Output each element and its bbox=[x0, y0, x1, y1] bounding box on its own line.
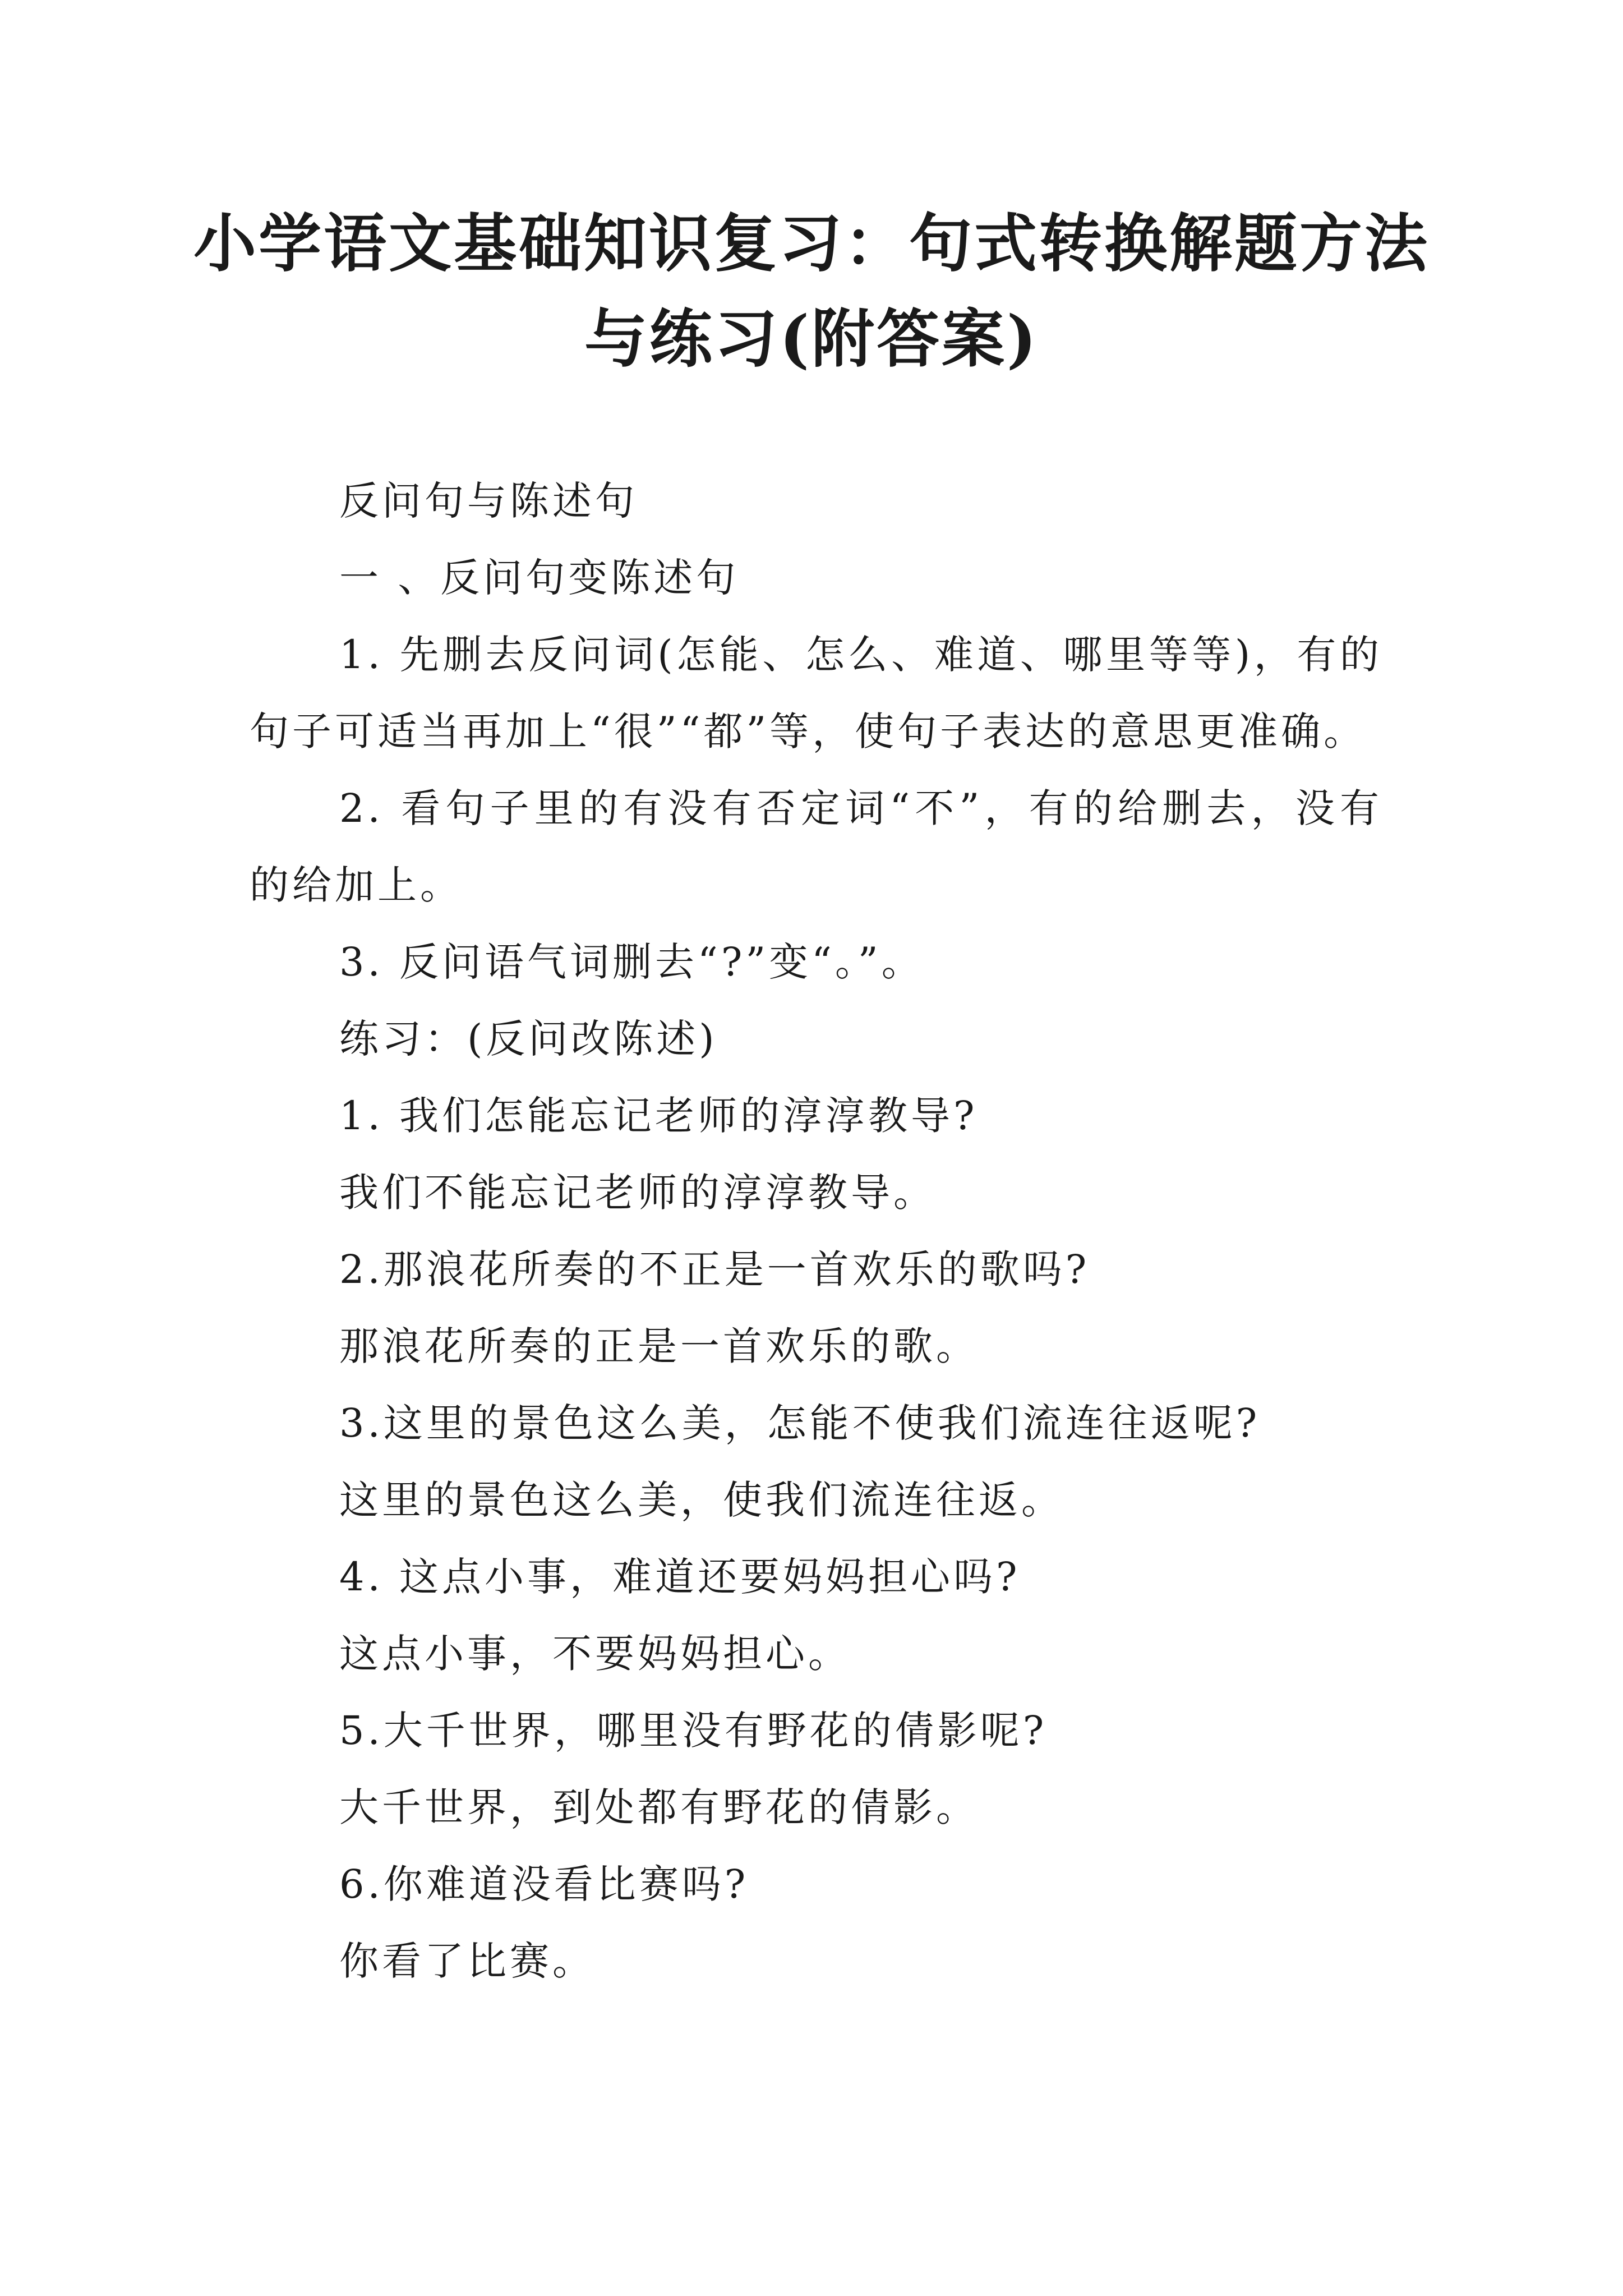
document-title bbox=[168, 196, 1455, 387]
exercise-heading: 练习：(反问改陈述) bbox=[339, 1016, 718, 1062]
exercise-question-5: 5.大千世界，哪里没有野花的倩影呢? bbox=[339, 1708, 1048, 1754]
rule-paragraph-3: 3. 反问语气词删去“?”变“。”。 bbox=[339, 939, 924, 985]
exercise-question-1: 1. 我们怎能忘记老师的淳淳教导? bbox=[339, 1093, 978, 1139]
exercise-answer-1: 我们不能忘记老师的淳淳教导。 bbox=[339, 1170, 936, 1216]
exercise-answer-6: 你看了比赛。 bbox=[339, 1938, 595, 1984]
document-body bbox=[250, 463, 1382, 2000]
exercise-answer-5: 大千世界，到处都有野花的倩影。 bbox=[339, 1784, 979, 1830]
rule-paragraph-2: 2. 看句子里的有没有否定词“不”，有的给删去，没有的给加上。 bbox=[250, 785, 1382, 908]
exercise-question-3: 3.这里的景色这么美，怎能不使我们流连往返呢? bbox=[339, 1400, 1261, 1446]
exercise-answer-4: 这点小事，不要妈妈担心。 bbox=[339, 1631, 851, 1677]
rule-paragraph-1: 1. 先删去反问词(怎能、怎么、难道、哪里等等)，有的句子可适当再加上“很”“都”等，使句子表达的意思更准确。 bbox=[250, 632, 1382, 754]
exercise-answer-2: 那浪花所奏的正是一首欢乐的歌。 bbox=[339, 1323, 979, 1369]
title-line-1: 小学语文基础知识复习：句式转换解题方法 bbox=[193, 207, 1430, 280]
exercise-question-4: 4. 这点小事，难道还要妈妈担心吗? bbox=[339, 1554, 1021, 1600]
exercise-answer-3: 这里的景色这么美，使我们流连往返。 bbox=[339, 1477, 1064, 1523]
section-heading: 反问句与陈述句 bbox=[339, 478, 638, 524]
title-line-2: 与练习(附答案) bbox=[584, 302, 1039, 376]
subsection-heading: 一 、反问句变陈述句 bbox=[339, 555, 739, 601]
exercise-question-6: 6.你难道没看比赛吗? bbox=[339, 1861, 749, 1907]
exercise-question-2: 2.那浪花所奏的不正是一首欢乐的歌吗? bbox=[339, 1246, 1090, 1292]
